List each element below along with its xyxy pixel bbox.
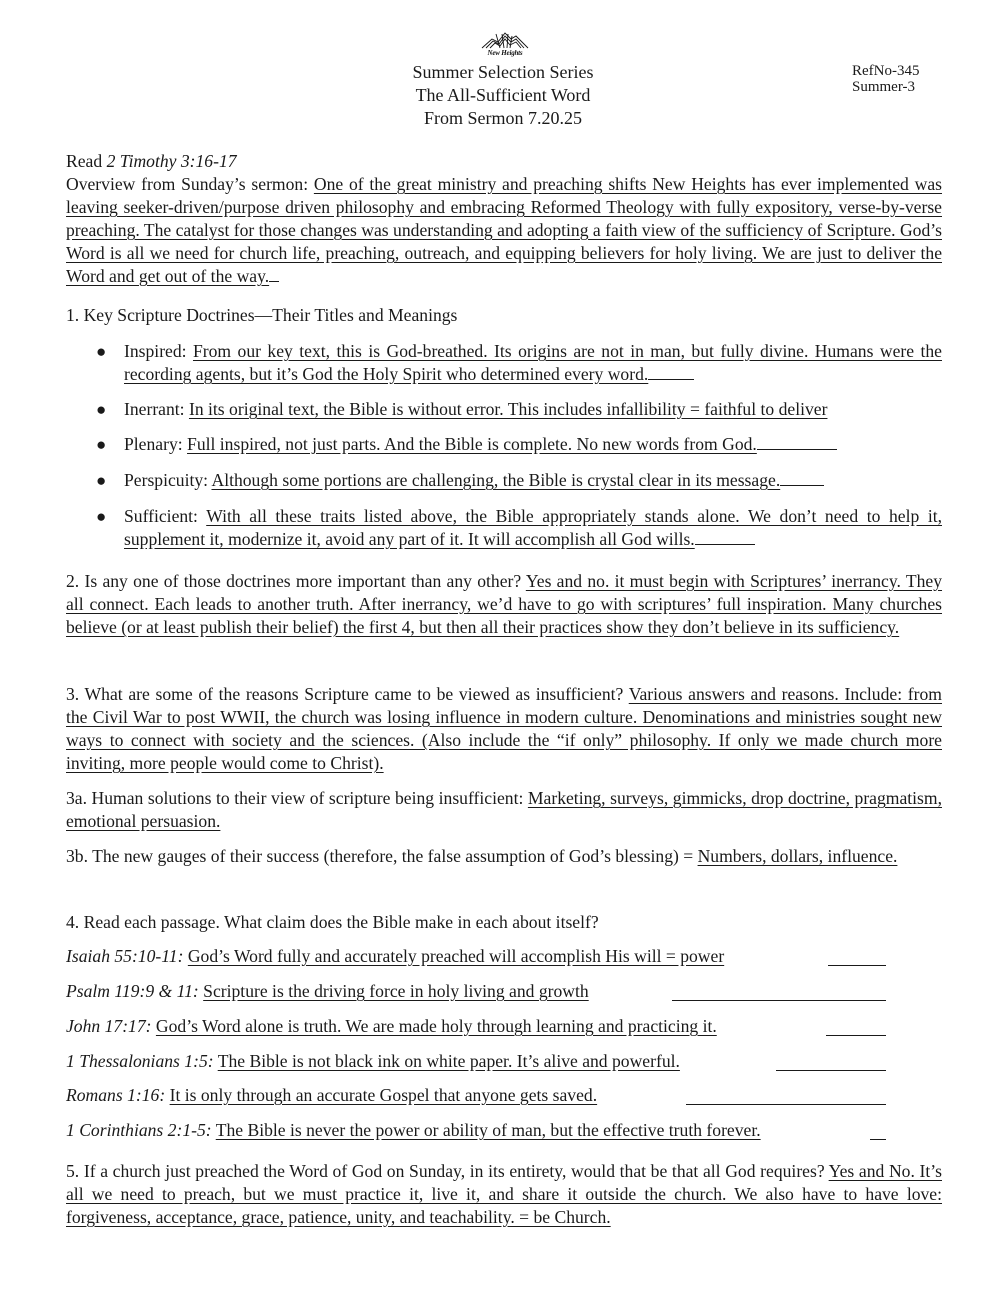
doctrine-term: Plenary:	[124, 434, 188, 454]
passage-ref: Psalm 119:9 & 11:	[66, 981, 199, 1001]
mountain-range-icon	[478, 30, 532, 50]
doctrine-term: Perspicuity:	[124, 470, 212, 490]
doctrine-answer: Full inspired, not just parts. And the Bible is complete. No new words from God.	[187, 434, 757, 454]
q1-heading: 1. Key Scripture Doctrines—Their Titles and Meanings	[66, 305, 458, 325]
q5-question: 5. If a church just preached the Word of God on Sunday, in its entirety, would that be that all God requires?	[66, 1161, 829, 1181]
read-passage: 2 Timothy 3:16-17	[106, 151, 237, 171]
passage-item	[66, 980, 886, 1003]
passage-ref: Isaiah 55:10-11:	[66, 946, 184, 966]
passage-answer: It is only through an accurate Gospel that anyone gets saved.	[169, 1085, 598, 1105]
bullet-dot-icon: ●	[96, 435, 107, 454]
passage-ref: 1 Corinthians 2:1-5:	[66, 1120, 212, 1140]
passage-item	[66, 945, 886, 968]
q3-paragraph	[66, 683, 942, 775]
q3a-paragraph	[66, 787, 942, 833]
q2-question: 2. Is any one of those doctrines more important than any other?	[66, 571, 526, 591]
passage-ref: Romans 1:16:	[66, 1085, 166, 1105]
passage-ref: John 17:17:	[66, 1016, 152, 1036]
read-line: Read 2 Timothy 3:16-17	[66, 151, 237, 171]
overview-label: Overview from Sunday’s sermon:	[66, 174, 314, 194]
reference-block	[852, 63, 952, 95]
sermon-date: From Sermon 7.20.25	[423, 108, 582, 128]
passage-answer: The Bible is not black ink on white paper. It’s alive and powerful.	[217, 1051, 680, 1071]
bullet-dot-icon: ●	[96, 400, 107, 419]
doctrine-term: Sufficient:	[124, 506, 207, 526]
ref-number: RefNo-345	[852, 63, 920, 79]
q5-paragraph	[66, 1160, 942, 1229]
q4-heading: 4. Read each passage. What claim does the Bible make in each about itself?	[66, 912, 599, 932]
q3-answer: Various answers and reasons. Include: from the Civil War to post WWII, the church was losing influence in modern culture. Denominations and ministries sought new ways to connect with society and the sciences. (Also include the “if only” philosophy. If only we made church more inviting, more people would come to Christ).	[66, 684, 942, 773]
passage-answer: God’s Word fully and accurately preached will accomplish His will = power	[187, 946, 725, 966]
passage-answer: God’s Word alone is truth. We are made holy through learning and practicing it.	[155, 1016, 717, 1036]
q3b-answer: Numbers, dollars, influence.	[697, 846, 898, 866]
overview-paragraph	[66, 173, 942, 288]
doctrine-term: Inerrant:	[124, 399, 189, 419]
passage-item	[66, 1015, 886, 1038]
q5-answer: Yes and No. It’s all we need to preach, but we must practice it, live it, and share it outside the church. We also have to have love: forgiveness, acceptance, grace, patience, unity, and teachability. = be Church.	[66, 1161, 942, 1227]
bullet-dot-icon: ●	[96, 507, 107, 526]
q3b-question: 3b. The new gauges of their success (therefore, the false assumption of God’s blessing) =	[66, 846, 698, 866]
q3a-answer: Marketing, surveys, gimmicks, drop doctrine, pragmatism, emotional persuasion.	[66, 788, 942, 831]
passage-item	[66, 1050, 886, 1073]
logo-wordmark: New Heights	[487, 49, 523, 57]
doctrine-answer: From our key text, this is God-breathed. Its origins are not in man, but fully divine. Humans were the recording agents, but it’s God the Holy Spirit who determined every word.	[124, 341, 942, 384]
q3a-question: 3a. Human solutions to their view of scripture being insufficient:	[66, 788, 528, 808]
overview-text: One of the great ministry and preaching shifts New Heights has ever implemented was leaving seeker-driven/purpose driven philosophy and embracing Reformed Theology with fully expository, verse-by-verse preaching. The catalyst for those changes was understanding and adopting a faith view of the sufficiency of Scripture. God’s Word is all we need for church life, preaching, outreach, and equipping believers for holy living. We are just to deliver the Word and get out of the way.	[66, 174, 942, 286]
ref-code: Summer-3	[852, 79, 916, 95]
doctrine-answer: Although some portions are challenging, the Bible is crystal clear in its message.	[211, 470, 781, 490]
passage-answer: The Bible is never the power or ability of man, but the effective truth forever.	[215, 1120, 761, 1140]
q2-answer: Yes and no. it must begin with Scriptures’ inerrancy. They all connect. Each leads to another truth. After inerrancy, we’d have to go with scriptures’ full inspiration. Many churches believe (or at least publish their belief) the first 4, but then all their practices show they don’t believe in its sufficiency.	[66, 571, 943, 637]
passage-answer: Scripture is the driving force in holy living and growth	[203, 981, 589, 1001]
bullet-dot-icon: ●	[96, 471, 107, 490]
bullet-dot-icon: ●	[96, 342, 107, 361]
passage-item	[66, 1119, 886, 1142]
passage-item	[66, 1084, 886, 1107]
lesson-title: The All-Sufficient Word	[415, 85, 591, 105]
series-title: Summer Selection Series	[412, 62, 594, 82]
doctrine-answer: In its original text, the Bible is without error. This includes infallibility = faithful to deliver	[188, 399, 828, 419]
doctrine-answer: With all these traits listed above, the Bible appropriately stands alone. We don’t need to help it, supplement it, modernize it, avoid any part of it. It will accomplish all God wills.	[124, 506, 942, 549]
q3-question: 3. What are some of the reasons Scripture came to be viewed as insufficient?	[66, 684, 629, 704]
q3b-paragraph	[66, 845, 942, 868]
document-header	[300, 61, 706, 130]
doctrine-term: Inspired:	[124, 341, 193, 361]
church-logo	[478, 30, 532, 58]
passage-ref: 1 Thessalonians 1:5:	[66, 1051, 214, 1071]
q2-paragraph	[66, 570, 942, 639]
